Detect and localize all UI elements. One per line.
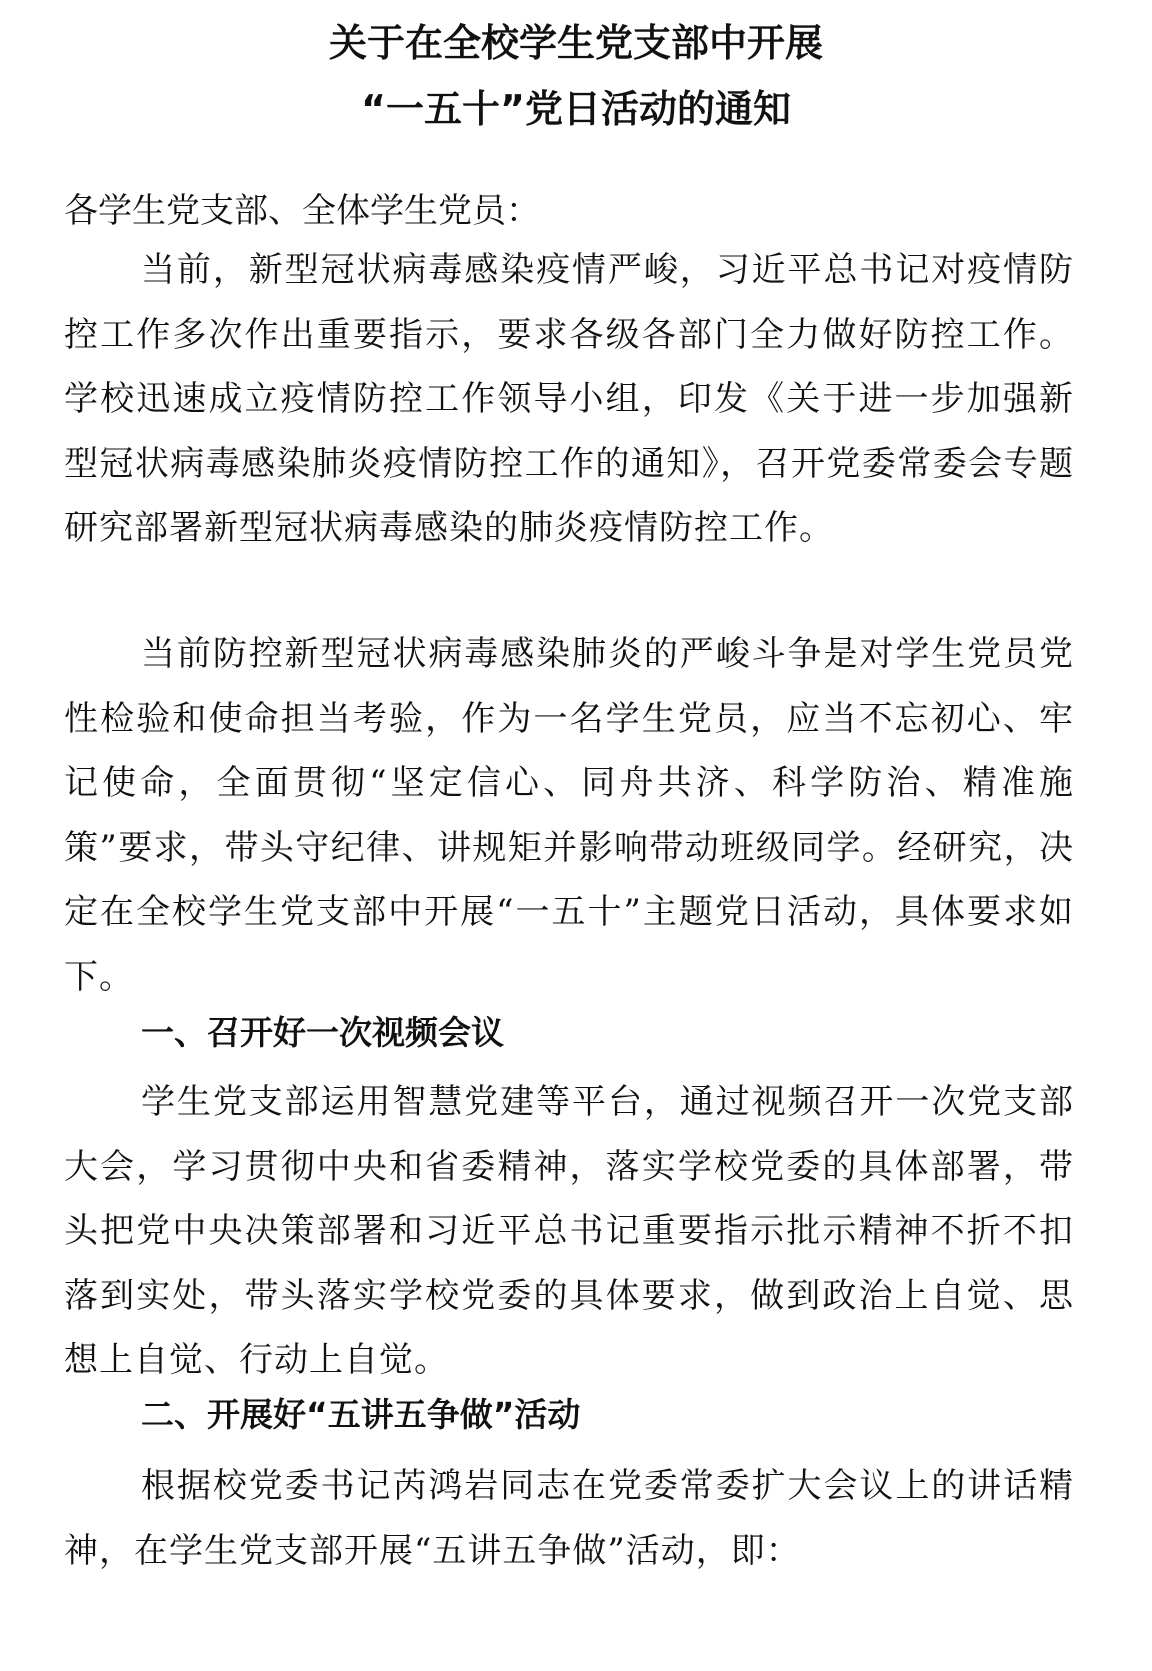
section-heading-video-meeting: 一、召开好一次视频会议: [141, 1013, 504, 1052]
paragraph-five-lectures: 根据校党委书记芮鸿岩同志在党委常委扩大会议上的讲话精神，在学生党支部开展“五讲五争做”活动，即：: [64, 1466, 1074, 1571]
paragraph-epidemic-situation: 当前，新型冠状病毒感染疫情严峻，习近平总书记对疫情防控工作多次作出重要指示，要求各级各部门全力做好防控工作。学校迅速成立疫情防控工作领导小组，印发《关于进一步加强新型冠状病毒感染肺炎疫情防控工作的通知》，召开党委常委会专题研究部署新型冠状病毒感染的肺炎疫情防控工作。: [64, 250, 1074, 548]
document-title-line-1: 关于在全校学生党支部中开展: [328, 21, 823, 65]
section-heading-five-lectures: 二、开展好“五讲五争做”活动: [141, 1395, 581, 1434]
paragraph-party-member-duty: 当前防控新型冠状病毒感染肺炎的严峻斗争是对学生党员党性检验和使命担当考验，作为一名学生党员，应当不忘初心、牢记使命，全面贯彻“坚定信心、同舟共济、科学防治、精准施策”要求，带头守纪律、讲规矩并影响带动班级同学。经研究，决定在全校学生党支部中开展“一五十”主题党日活动，具体要求如下。: [64, 634, 1074, 997]
document-title-line-2: “一五十”党日活动的通知: [361, 87, 791, 131]
salutation: 各学生党支部、全体学生党员：: [64, 191, 540, 231]
paragraph-video-meeting: 学生党支部运用智慧党建等平台，通过视频召开一次党支部大会，学习贯彻中央和省委精神，落实学校党委的具体部署，带头把党中央决策部署和习近平总书记重要指示批示精神不折不扣落到实处，带头落实学校党委的具体要求，做到政治上自觉、思想上自觉、行动上自觉。: [64, 1082, 1074, 1380]
